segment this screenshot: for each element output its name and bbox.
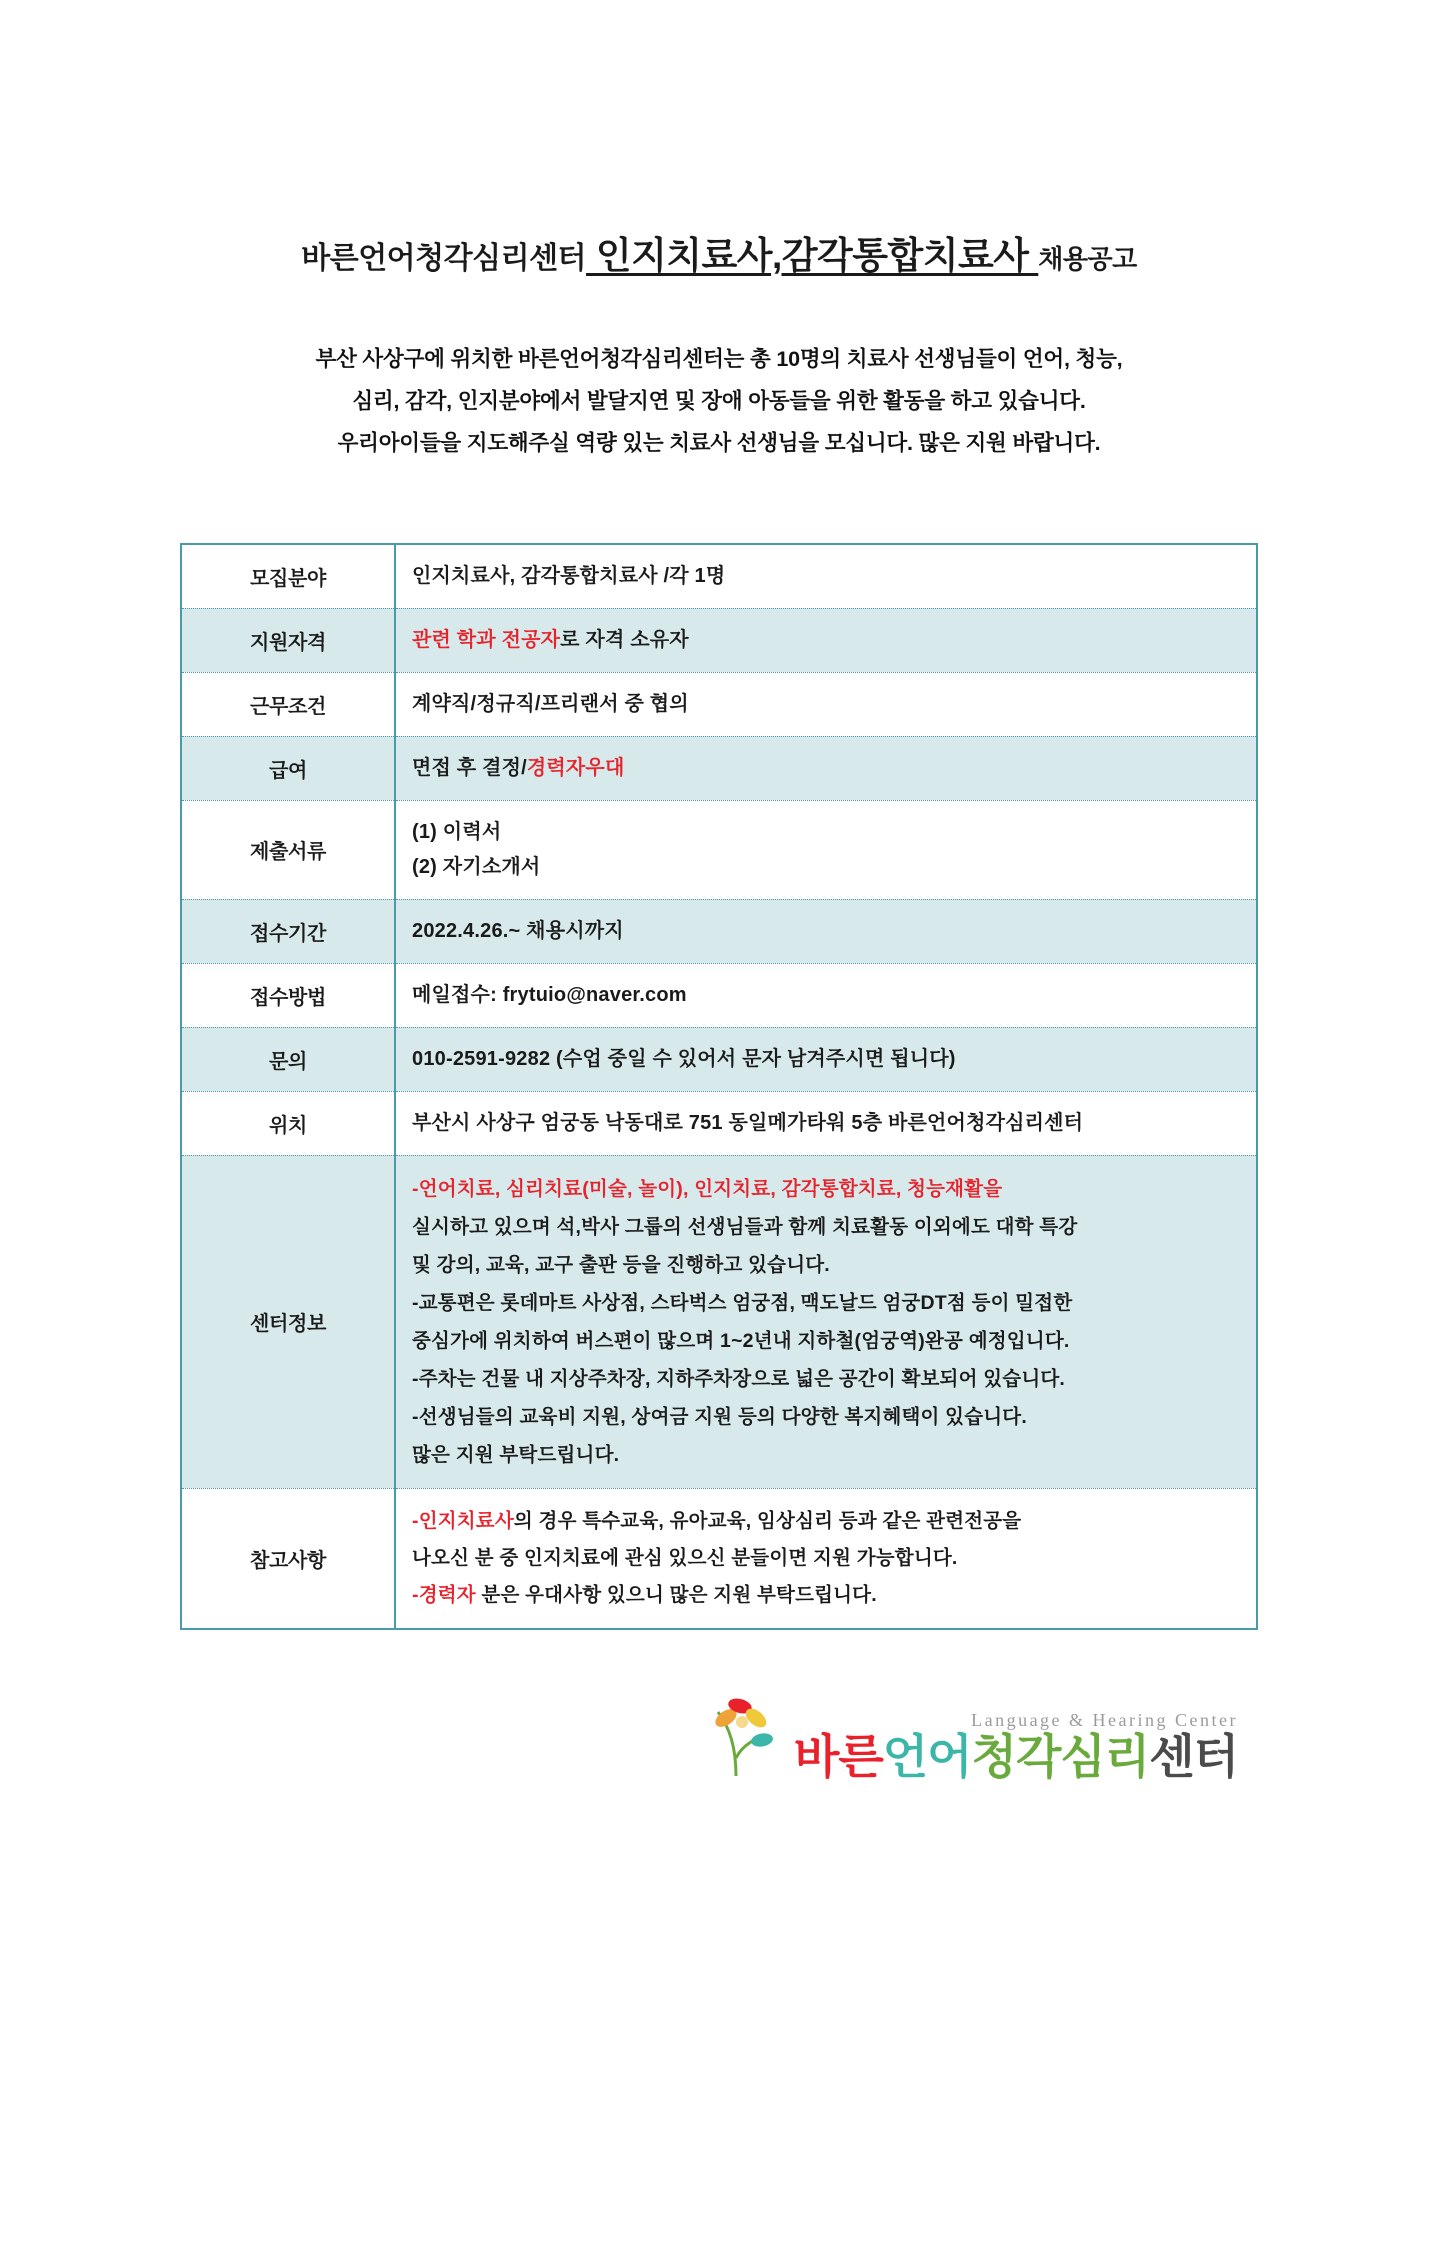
notice-table xyxy=(180,543,1258,1630)
row-value xyxy=(395,736,1257,800)
row-value-highlight: 관련 학과 전공자 xyxy=(412,628,561,651)
row-label: 모집분야 xyxy=(181,544,395,609)
document-page xyxy=(0,225,1438,2258)
notes-line-2: 나오신 분 중 인지치료에 관심 있으신 분들이면 지원 가능합니다. xyxy=(412,1546,958,1569)
table-row xyxy=(181,672,1257,736)
table-row-center-info xyxy=(181,1155,1257,1488)
table-row xyxy=(181,1091,1257,1155)
row-value xyxy=(395,608,1257,672)
row-label: 제출서류 xyxy=(181,800,395,899)
row-value: 인지치료사, 감각통합치료사 /각 1명 xyxy=(395,544,1257,609)
row-label: 접수방법 xyxy=(181,963,395,1027)
title-main: 인지치료사,감각통합치료사 xyxy=(586,235,1039,276)
table-row-notes xyxy=(181,1488,1257,1629)
notes-line-3 xyxy=(412,1577,1240,1614)
row-value: 2022.4.26.~ 채용시까지 xyxy=(395,899,1257,963)
row-label: 지원자격 xyxy=(181,608,395,672)
table-row xyxy=(181,800,1257,899)
flower-icon xyxy=(706,1688,784,1780)
intro-paragraph xyxy=(0,339,1438,465)
row-value-highlight: 경력자우대 xyxy=(526,756,625,779)
logo-korean-text xyxy=(793,1730,1238,1784)
title-line xyxy=(0,225,1438,279)
row-label: 접수기간 xyxy=(181,899,395,963)
center-info-line-5: 중심가에 위치하여 버스편이 많으며 1~2년내 지하철(엄궁역)완공 예정입니다. xyxy=(412,1329,1070,1352)
logo-part-2: 언어 xyxy=(882,1730,972,1784)
intro-line-2: 심리, 감각, 인지분야에서 발달지연 및 장애 아동들을 위한 활동을 하고 있습니다. xyxy=(352,388,1086,413)
row-value-address: 부산시 사상구 엄궁동 낙동대로 751 동일메가타워 5층 바른언어청각심리센터 xyxy=(395,1091,1257,1155)
row-value-email: 메일접수: frytuio@naver.com xyxy=(395,963,1257,1027)
intro-line-1: 부산 사상구에 위치한 바른언어청각심리센터는 총 10명의 치료사 선생님들이 언어, 청능, xyxy=(315,347,1123,371)
center-logo xyxy=(706,1688,1238,1784)
row-value-rest: 로 자격 소유자 xyxy=(560,628,689,651)
notes-line-3-highlight: -경력자 xyxy=(412,1583,476,1606)
center-info-line-2: 실시하고 있으며 석,박사 그룹의 선생님들과 함께 치료활동 이외에도 대학 특강 xyxy=(412,1215,1078,1238)
row-value-center-info xyxy=(395,1155,1257,1488)
logo-area xyxy=(0,1688,1438,1838)
row-value-rest: 면접 후 결정/ xyxy=(412,756,527,779)
table-row xyxy=(181,608,1257,672)
table-row xyxy=(181,1027,1257,1091)
logo-text xyxy=(793,1710,1238,1784)
center-info-line-1: -언어치료, 심리치료(미술, 놀이), 인지치료, 감각통합치료, 청능재활을 xyxy=(412,1177,1003,1200)
row-label: 위치 xyxy=(181,1091,395,1155)
center-info-line-6: -주차는 건물 내 지상주차장, 지하주차장으로 넓은 공간이 확보되어 있습니다. xyxy=(412,1367,1066,1390)
row-label: 문의 xyxy=(181,1027,395,1091)
logo-part-4: 센터 xyxy=(1149,1730,1238,1784)
row-value-line-1: (1) 이력서 xyxy=(412,820,502,843)
row-value: 계약직/정규직/프리랜서 중 협의 xyxy=(395,672,1257,736)
row-label: 참고사항 xyxy=(181,1488,395,1629)
notes-line-3-rest: 분은 우대사항 있으니 많은 지원 부탁드립니다. xyxy=(475,1583,877,1606)
notice-table-wrapper xyxy=(180,543,1258,1630)
center-info-line-3: 및 강의, 교육, 교구 출판 등을 진행하고 있습니다. xyxy=(412,1253,830,1276)
title-prefix: 바른언어청각심리센터 xyxy=(301,242,587,275)
notes-line-1 xyxy=(412,1503,1240,1540)
logo-part-3: 청각심리 xyxy=(971,1730,1150,1784)
logo-part-1: 바른 xyxy=(793,1730,883,1784)
row-value-notes xyxy=(395,1488,1257,1629)
table-row xyxy=(181,736,1257,800)
notes-line-1-highlight: -인지치료사 xyxy=(412,1509,514,1532)
logo-english-text: Language & Hearing Center xyxy=(971,1710,1238,1731)
table-row xyxy=(181,899,1257,963)
row-value-line-2: (2) 자기소개서 xyxy=(412,855,541,878)
title-suffix: 채용공고 xyxy=(1038,244,1137,274)
page-title xyxy=(0,225,1438,279)
table-row xyxy=(181,963,1257,1027)
center-info-line-8: 많은 지원 부탁드립니다. xyxy=(412,1443,620,1466)
row-value xyxy=(395,800,1257,899)
table-row xyxy=(181,544,1257,609)
notes-line-1-rest: 의 경우 특수교육, 유아교육, 임상심리 등과 같은 관련전공을 xyxy=(513,1509,1022,1532)
intro-line-3: 우리아이들을 지도해주실 역량 있는 치료사 선생님을 모십니다. 많은 지원 바랍니다. xyxy=(337,430,1101,455)
row-label: 급여 xyxy=(181,736,395,800)
row-label: 근무조건 xyxy=(181,672,395,736)
row-value-phone: 010-2591-9282 (수업 중일 수 있어서 문자 남겨주시면 됩니다) xyxy=(395,1027,1257,1091)
row-label: 센터정보 xyxy=(181,1155,395,1488)
center-info-line-7: -선생님들의 교육비 지원, 상여금 지원 등의 다양한 복지혜택이 있습니다. xyxy=(412,1405,1027,1428)
center-info-line-4: -교통편은 롯데마트 사상점, 스타벅스 엄궁점, 맥도날드 엄궁DT점 등이 밀접한 xyxy=(412,1291,1073,1314)
